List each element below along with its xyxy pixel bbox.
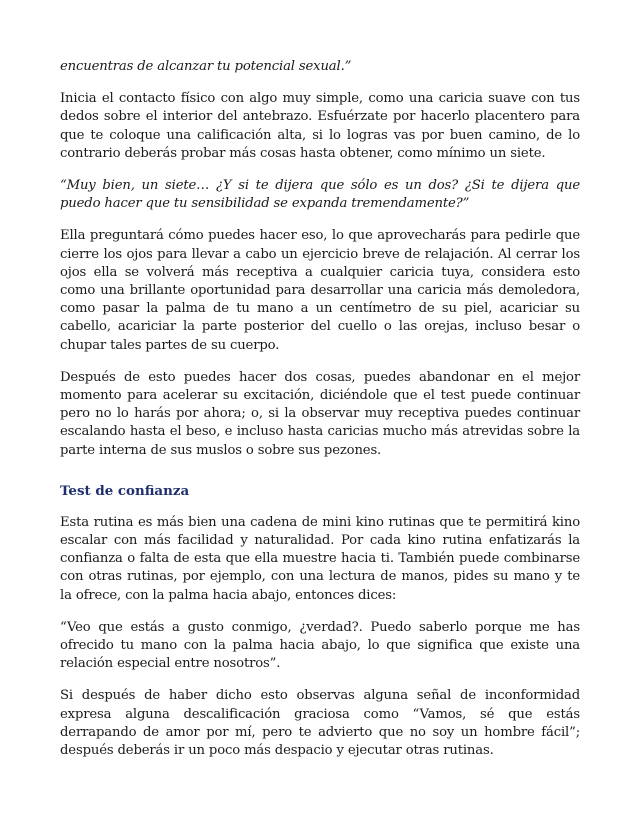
paragraph-after-this: Después de esto puedes hacer dos cosas, puedes abandonar en el mejor momento para acelerar su excitación, diciéndole que el test puede continuar pero no lo harás por ahora; o, si la observar muy receptiva puedes continuar escalando hasta el beso, e incluso hasta caricias mucho más atrevidas sobre la parte interna de sus muslos o sobre sus pezones. bbox=[60, 369, 580, 458]
paragraph-contact: Inicia el contacto físico con algo muy simple, como una caricia suave con tus dedos sobre el interior del antebrazo. Esfuérzate por hacerlo placentero para que te coloque una calificación alta, si lo logras vas por buen camino, de lo contrario deberás probar más cosas hasta obtener, como mínimo un siete. bbox=[60, 91, 580, 161]
document-page bbox=[60, 58, 580, 774]
paragraph-quote-seven: “Muy bien, un siete… ¿Y si te dijera que sólo es un dos? ¿Si te dijera que puedo hacer que tu sensibilidad se expanda tremendamente?” bbox=[60, 178, 580, 212]
paragraph-relaxation: Ella preguntará cómo puedes hacer eso, lo que aprovecharás para pedirle que cierre los ojos para llevar a cabo un ejercicio breve de relajación. Al cerrar los ojos ella se volverá más receptiva a cualquier caricia tuya, considera esto como una brillante oportunidad para desarrollar una caricia más demoledora, como pasar la palma de tu mano a un centímetro de su piel, acariciar su cabello, acariciar la parte posterior del cuello o las orejas, incluso besar o chupar tales partes de su cuerpo. bbox=[60, 228, 580, 353]
paragraph-quote-end: encuentras de alcanzar tu potencial sexual.” bbox=[60, 59, 352, 74]
paragraph-followup: Si después de haber dicho esto observas alguna señal de inconformidad expresa alguna descalificación graciosa como “Vamos, sé que estás derrapando de amor por mí, pero te advierto que no soy un hombre fácil”; después deberás ir un poco más despacio y ejecutar otras rutinas. bbox=[60, 688, 580, 759]
paragraph-routine: Esta rutina es más bien una cadena de mini kino rutinas que te permitirá kino escalar con más facilidad y naturalidad. Por cada kino rutina enfatizarás la confianza o falta de esta que ella muestre hacia ti. También puede combinarse con otras rutinas, por ejemplo, con una lectura de manos, pides su mano y te la ofrece, con la palma hacia abajo, entonces dices: bbox=[60, 514, 580, 603]
section-heading: Test de confianza bbox=[60, 482, 190, 499]
paragraph-quote-hand: “Veo que estás a gusto conmigo, ¿verdad?. Puedo saberlo porque me has ofrecido tu mano con la palma hacia abajo, lo que significa que existe una relación especial entre nosotros”. bbox=[60, 619, 580, 672]
